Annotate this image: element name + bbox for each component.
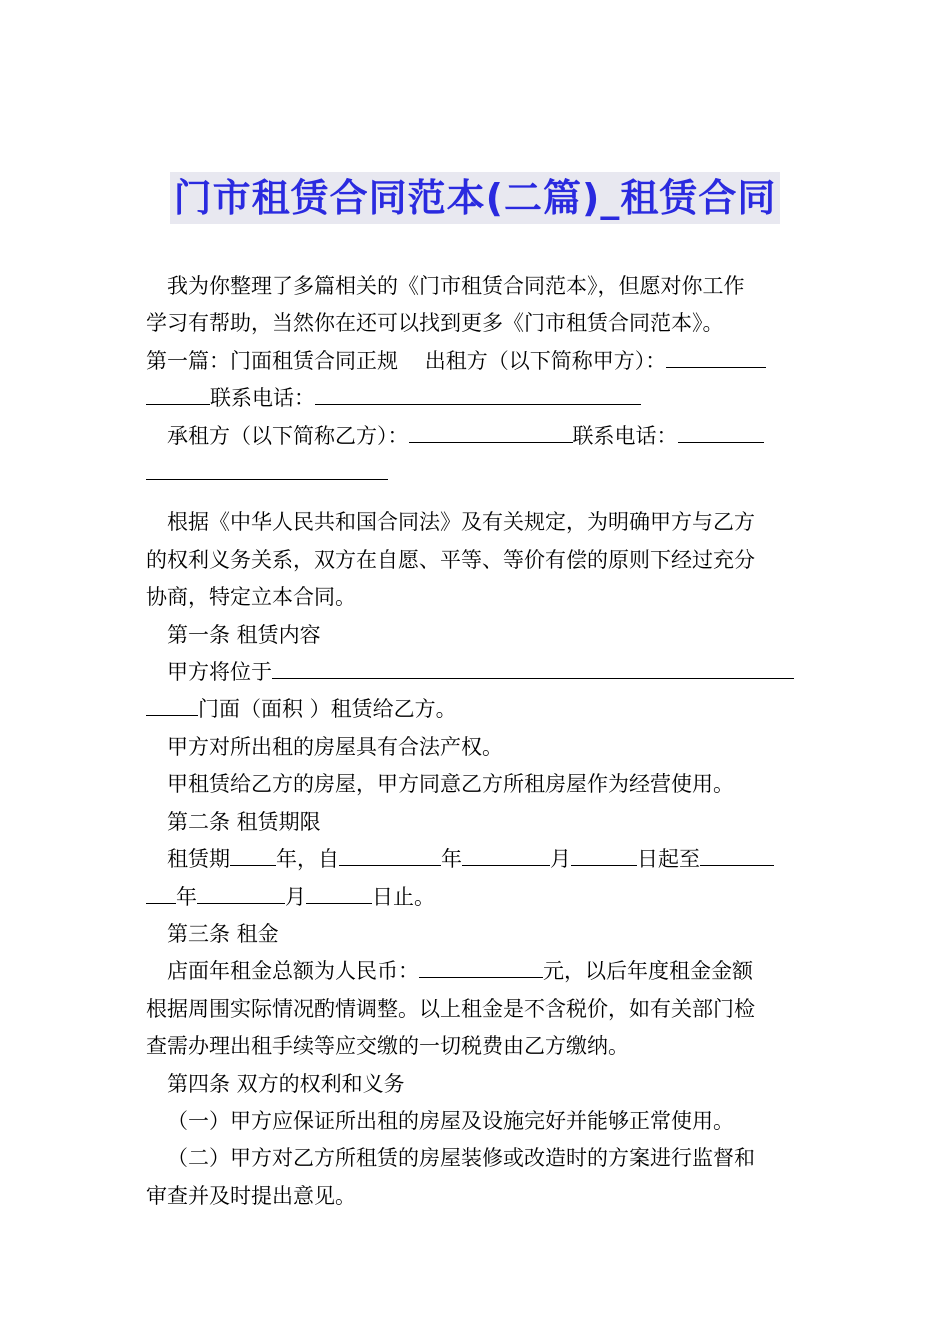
lessee-line [146,418,806,455]
article2-line-2 [146,879,806,916]
end-month-label: 月 [285,884,306,909]
article3-line-3: 查需办理出租手续等应交缴的一切税费由乙方缴纳。 [146,1034,629,1059]
document-body [146,268,806,1215]
part1-heading-line [146,343,806,380]
lessor-blank [666,344,766,368]
lessee-blank [409,419,573,443]
intro-line-1: 我为你整理了多篇相关的《门市租赁合同范本》，但愿对你工作 [167,274,745,298]
end-year-blank [700,842,774,866]
article2-heading: 第二条 租赁期限 [167,809,321,834]
lessor-phone-line [146,380,806,417]
start-year-label: 年 [441,847,462,872]
title-block [0,172,950,224]
article1-line-3: 甲方对所出租的房屋具有合法产权。 [167,734,503,759]
start-year-blank [339,842,441,866]
lessee-phone-blank-cont [146,456,388,480]
end-year-blank-cont [146,880,176,904]
article2-line-1 [146,841,806,878]
document-title: 门市租赁合同范本(二篇)_租赁合同 [170,172,781,224]
start-month-label: 月 [550,847,571,872]
lessor-label: 出租方（以下简称甲方）： [424,348,667,373]
lessee-phone-label: 联系电话： [572,423,678,448]
location-blank-cont [146,692,198,716]
location-label: 甲方将位于 [167,660,272,685]
rent-label: 店面年租金总额为人民币： [167,959,419,984]
term-years-blank [230,842,276,866]
article1-line-2 [146,691,806,728]
lessor-phone-label: 联系电话： [210,386,315,411]
term-from-label: 年，自 [276,847,339,872]
rent-unit-text: 元，以后年度租金金额 [543,959,753,984]
lessee-label: 承租方（以下简称乙方）： [167,423,409,448]
rent-amount-blank [419,954,543,978]
location-blank [272,655,794,679]
basis-line-3: 协商，特定立本合同。 [146,585,356,610]
article4-heading: 第四条 双方的权利和义务 [167,1071,405,1096]
end-month-blank [197,880,285,904]
article1-line-1 [146,654,806,691]
start-month-blank [462,842,550,866]
basis-line-1: 根据《中华人民共和国合同法》及有关规定，为明确甲方与乙方 [167,510,755,535]
end-day-label: 日止。 [372,884,435,909]
start-day-label: 日起至 [637,847,700,872]
start-day-blank [571,842,637,866]
area-text: 门面（面积 ）租赁给乙方。 [198,697,457,722]
lessee-phone-blank [678,419,764,443]
part1-heading: 第一篇：门面租赁合同正规 [146,348,398,373]
article3-line-1 [146,953,806,990]
intro-line-2: 学习有帮助，当然你在还可以找到更多《门市租赁合同范本》。 [146,311,724,336]
lessor-phone-blank [315,381,641,405]
basis-line-2: 的权利义务关系，双方在自愿、平等、等价有偿的原则下经过充分 [146,547,755,572]
lessee-phone-cont-line [146,455,806,492]
article4-item-2a: （二）甲方对乙方所租赁的房屋装修或改造时的方案进行监督和 [167,1146,755,1171]
end-year-label: 年 [176,884,197,909]
article3-heading: 第三条 租金 [167,921,279,946]
article1-line-4: 甲租赁给乙方的房屋，甲方同意乙方所租房屋作为经营使用。 [167,772,734,797]
lessor-blank-cont [146,381,210,405]
article4-item-2b: 审查并及时提出意见。 [146,1183,356,1208]
article1-heading: 第一条 租赁内容 [167,622,321,647]
article3-line-2: 根据周围实际情况酌情调整。以上租金是不含税价，如有关部门检 [146,996,755,1021]
term-label: 租赁期 [167,847,230,872]
article4-item-1: （一）甲方应保证所出租的房屋及设施完好并能够正常使用。 [167,1108,734,1133]
end-day-blank [306,880,372,904]
